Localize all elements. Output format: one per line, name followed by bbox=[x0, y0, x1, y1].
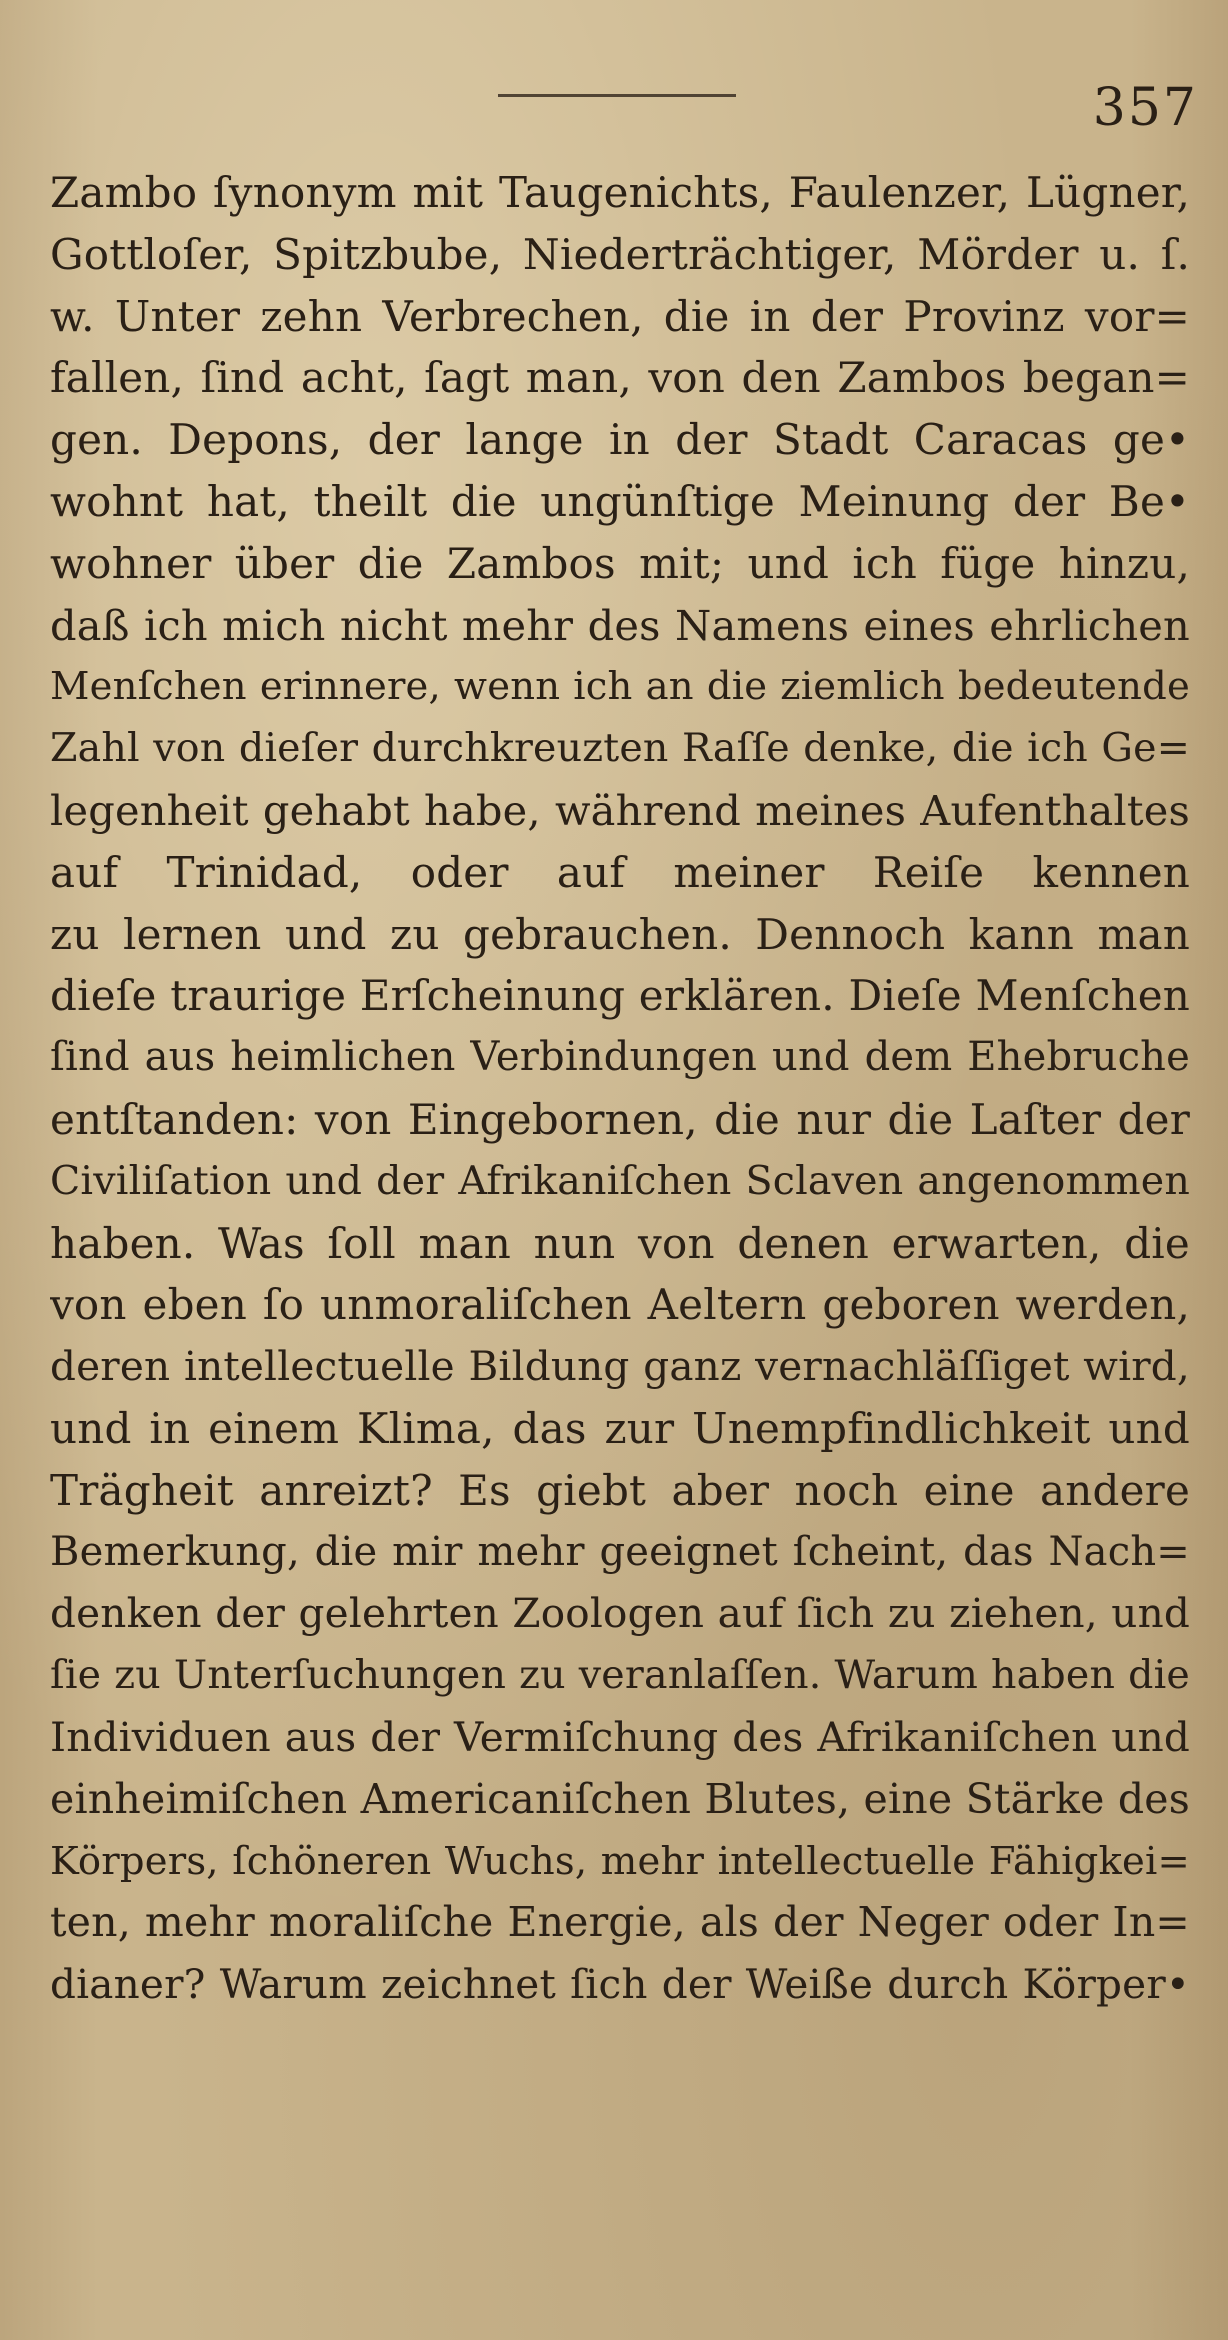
text-line: wohner über die Zambos mit; und ich füge hinzu, bbox=[50, 538, 1190, 588]
text-line: Zambo ſynonym mit Taugenichts, Faulenzer, Lügner, bbox=[50, 168, 1190, 217]
text-line: wohnt hat, theilt die ungünſtige Meinung der Be• bbox=[50, 476, 1190, 526]
text-line: deren intellectuelle Bildung ganz vernachläſſiget wird, bbox=[50, 1342, 1190, 1391]
text-line: denken der gelehrten Zoologen auf ſich zu ziehen, und bbox=[50, 1589, 1190, 1638]
text-line: Gottloſer, Spitzbube, Niederträchtiger, Mörder u. ſ. bbox=[50, 229, 1190, 279]
text-line: Zahl von dieſer durchkreuzten Raſſe denke, die ich Ge= bbox=[50, 725, 1190, 772]
text-line: auf Trinidad, oder auf meiner Reiſe kennen bbox=[50, 847, 1190, 897]
body-text bbox=[50, 162, 1190, 2016]
text-line: Individuen aus der Vermiſchung des Afrikaniſchen und bbox=[50, 1712, 1190, 1761]
text-line: fallen, ſind acht, ſagt man, von den Zambos began= bbox=[50, 353, 1190, 403]
text-line: entſtanden: von Eingebornen, die nur die Laſter der bbox=[50, 1094, 1190, 1144]
page-number: 357 bbox=[1092, 78, 1198, 138]
text-line: Trägheit anreizt? Es giebt aber noch eine andere bbox=[50, 1465, 1190, 1515]
text-line: zu lernen und zu gebrauchen. Dennoch kann man bbox=[50, 909, 1190, 959]
text-line: Bemerkung, die mir mehr geeignet ſcheint, das Nach= bbox=[50, 1528, 1190, 1575]
text-line: ſie zu Unterſuchungen zu veranlaſſen. Warum haben die bbox=[50, 1652, 1190, 1699]
text-line: einheimiſchen Americaniſchen Blutes, eine Stärke des bbox=[50, 1774, 1190, 1823]
text-line: dianer? Warum zeichnet ſich der Weiße durch Körper• bbox=[50, 1960, 1190, 2009]
text-line: Civiliſation und der Afrikaniſchen Sclaven angenommen bbox=[50, 1157, 1190, 1204]
text-line: gen. Depons, der lange in der Stadt Caracas ge• bbox=[50, 415, 1190, 465]
text-line: und in einem Klima, das zur Unempfindlichkeit und bbox=[50, 1403, 1190, 1453]
text-line: w. Unter zehn Verbrechen, die in der Provinz vor= bbox=[50, 291, 1190, 341]
text-line: daß ich mich nicht mehr des Namens eines ehrlichen bbox=[50, 600, 1190, 650]
text-line: dieſe traurige Erſcheinung erklären. Dieſe Menſchen bbox=[50, 971, 1190, 1021]
text-line: ſind aus heimlichen Verbindungen und dem Ehebruche bbox=[50, 1034, 1190, 1081]
text-line: von eben ſo unmoraliſchen Aeltern geboren werden, bbox=[50, 1280, 1190, 1330]
header-rule bbox=[498, 94, 736, 97]
text-line: ten, mehr moraliſche Energie, als der Neger oder In= bbox=[50, 1898, 1190, 1947]
text-line: legenheit gehabt habe, während meines Aufenthaltes bbox=[50, 785, 1190, 835]
text-line: Körpers, ſchöneren Wuchs, mehr intellectuelle Fähigkei= bbox=[50, 1838, 1190, 1884]
text-line: Menſchen erinnere, wenn ich an die ziemlich bedeutende bbox=[50, 664, 1190, 710]
text-line: haben. Was ſoll man nun von denen erwarten, die bbox=[50, 1218, 1190, 1268]
